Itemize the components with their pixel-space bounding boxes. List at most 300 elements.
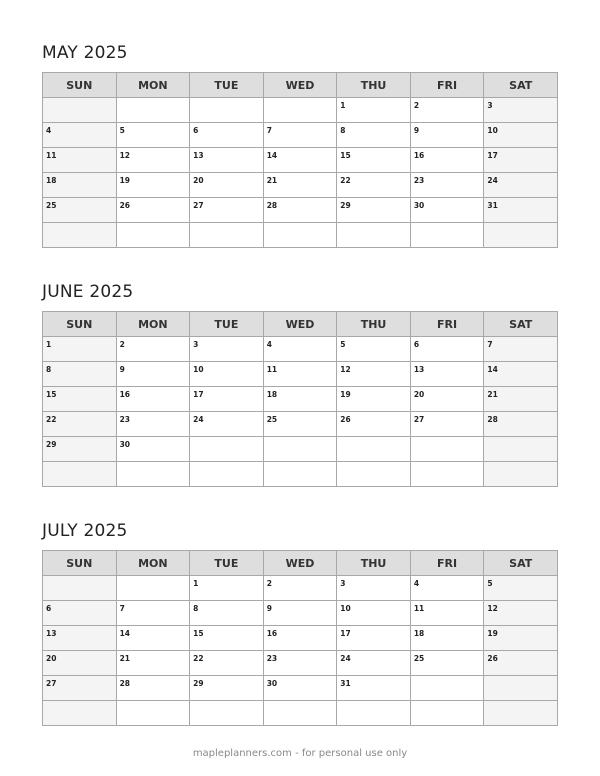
weekday-header: SAT — [484, 551, 558, 576]
day-cell — [484, 123, 558, 148]
day-cell — [337, 576, 411, 601]
day-cell — [43, 148, 117, 173]
day-number: 22 — [193, 654, 204, 663]
day-number: 19 — [119, 176, 130, 185]
day-cell — [410, 651, 484, 676]
week-row — [43, 362, 558, 387]
weekday-header: SUN — [43, 551, 117, 576]
day-number: 26 — [340, 415, 351, 424]
day-cell — [410, 198, 484, 223]
day-cell — [484, 676, 558, 701]
day-number: 15 — [193, 629, 204, 638]
day-cell — [263, 223, 337, 248]
week-row — [43, 98, 558, 123]
month-block — [42, 281, 558, 487]
day-number — [411, 462, 484, 465]
day-number — [117, 462, 190, 465]
day-cell — [337, 601, 411, 626]
week-row — [43, 462, 558, 487]
day-number: 31 — [487, 201, 498, 210]
day-cell — [190, 601, 264, 626]
day-cell — [43, 337, 117, 362]
week-row — [43, 626, 558, 651]
day-cell — [337, 148, 411, 173]
day-cell — [410, 148, 484, 173]
day-number — [337, 223, 410, 226]
day-cell — [190, 576, 264, 601]
day-number: 26 — [119, 201, 130, 210]
day-number: 14 — [119, 629, 130, 638]
day-cell — [263, 601, 337, 626]
day-cell — [116, 337, 190, 362]
day-cell — [116, 651, 190, 676]
day-number — [43, 98, 116, 101]
day-number — [411, 701, 484, 704]
day-cell — [484, 412, 558, 437]
day-number: 3 — [340, 579, 346, 588]
day-number: 24 — [193, 415, 204, 424]
day-number — [484, 223, 557, 226]
weekday-header: SUN — [43, 312, 117, 337]
day-cell — [43, 651, 117, 676]
day-number: 19 — [487, 629, 498, 638]
day-cell — [116, 123, 190, 148]
day-cell — [263, 701, 337, 726]
day-number: 23 — [413, 176, 425, 185]
day-number: 1 — [340, 101, 346, 110]
week-row — [43, 337, 558, 362]
day-number: 1 — [46, 340, 52, 349]
day-number: 6 — [413, 340, 420, 349]
day-number: 18 — [46, 176, 57, 185]
day-cell — [410, 601, 484, 626]
day-number: 22 — [46, 415, 57, 424]
day-number — [43, 223, 116, 226]
day-number: 4 — [266, 340, 272, 349]
day-number — [264, 437, 337, 440]
day-cell — [337, 462, 411, 487]
day-cell — [410, 223, 484, 248]
day-cell — [263, 626, 337, 651]
day-cell — [410, 412, 484, 437]
day-number: 25 — [413, 654, 425, 663]
day-cell — [116, 412, 190, 437]
day-cell — [337, 626, 411, 651]
day-cell — [410, 626, 484, 651]
day-number — [190, 701, 263, 704]
day-number: 16 — [119, 390, 130, 399]
day-number — [337, 701, 410, 704]
weekday-header: SUN — [43, 73, 117, 98]
week-row — [43, 387, 558, 412]
day-number — [190, 462, 263, 465]
day-number: 5 — [487, 579, 493, 588]
day-number: 18 — [266, 390, 278, 399]
day-number: 7 — [266, 126, 272, 135]
day-cell — [190, 701, 264, 726]
day-cell — [116, 576, 190, 601]
day-number: 12 — [340, 365, 351, 374]
day-cell — [190, 437, 264, 462]
day-cell — [337, 198, 411, 223]
day-number — [117, 98, 190, 101]
day-cell — [337, 173, 411, 198]
day-number: 12 — [119, 151, 130, 160]
day-number: 28 — [266, 201, 278, 210]
day-number: 10 — [193, 365, 204, 374]
day-number: 9 — [266, 604, 272, 613]
day-number — [264, 701, 337, 704]
day-number: 28 — [119, 679, 130, 688]
day-cell — [263, 148, 337, 173]
day-cell — [263, 98, 337, 123]
month-title: MAY 2025 — [42, 43, 128, 63]
day-cell — [116, 223, 190, 248]
day-number: 11 — [266, 365, 278, 374]
day-number: 1 — [193, 579, 199, 588]
day-number: 23 — [119, 415, 130, 424]
day-number — [43, 462, 116, 465]
day-number: 15 — [46, 390, 57, 399]
day-number: 25 — [46, 201, 57, 210]
day-cell — [484, 601, 558, 626]
day-cell — [190, 198, 264, 223]
week-row — [43, 223, 558, 248]
month-block — [42, 520, 558, 726]
day-cell — [190, 148, 264, 173]
day-number — [484, 701, 557, 704]
day-number: 20 — [193, 176, 204, 185]
day-number: 17 — [487, 151, 498, 160]
day-number: 11 — [46, 151, 57, 160]
weekday-header: MON — [116, 312, 190, 337]
week-row — [43, 412, 558, 437]
day-cell — [484, 651, 558, 676]
day-number: 24 — [340, 654, 351, 663]
day-cell — [484, 626, 558, 651]
day-cell — [337, 123, 411, 148]
day-cell — [484, 223, 558, 248]
day-cell — [116, 98, 190, 123]
weekday-header-row — [43, 73, 558, 98]
day-cell — [484, 701, 558, 726]
day-number: 17 — [193, 390, 204, 399]
day-cell — [190, 626, 264, 651]
day-number — [484, 462, 557, 465]
day-cell — [484, 462, 558, 487]
day-number: 13 — [46, 629, 57, 638]
weekday-header: TUE — [190, 551, 264, 576]
day-number — [190, 437, 263, 440]
weekday-header: MON — [116, 551, 190, 576]
day-number: 12 — [487, 604, 498, 613]
day-number: 6 — [193, 126, 199, 135]
day-cell — [116, 387, 190, 412]
day-cell — [43, 626, 117, 651]
day-cell — [43, 412, 117, 437]
day-number: 27 — [193, 201, 204, 210]
day-number: 31 — [340, 679, 351, 688]
day-cell — [337, 701, 411, 726]
day-cell — [263, 362, 337, 387]
day-cell — [337, 676, 411, 701]
day-number — [337, 437, 410, 440]
day-cell — [484, 576, 558, 601]
day-cell — [410, 173, 484, 198]
day-number: 27 — [46, 679, 57, 688]
day-number: 21 — [487, 390, 498, 399]
day-cell — [43, 676, 117, 701]
day-cell — [116, 173, 190, 198]
weekday-header: SAT — [484, 312, 558, 337]
day-cell — [43, 223, 117, 248]
day-number: 22 — [340, 176, 351, 185]
day-number — [117, 576, 190, 579]
day-number — [411, 437, 484, 440]
day-number: 18 — [413, 629, 425, 638]
day-cell — [190, 223, 264, 248]
week-row — [43, 701, 558, 726]
day-cell — [116, 198, 190, 223]
day-cell — [410, 362, 484, 387]
day-cell — [190, 173, 264, 198]
day-number: 5 — [340, 340, 346, 349]
day-number: 30 — [266, 679, 278, 688]
day-cell — [190, 123, 264, 148]
day-number: 9 — [119, 365, 125, 374]
day-cell — [190, 337, 264, 362]
day-number: 20 — [46, 654, 57, 663]
day-number: 7 — [487, 340, 493, 349]
day-number — [484, 437, 557, 440]
weekday-header: THU — [337, 73, 411, 98]
day-number — [190, 223, 263, 226]
day-cell — [43, 462, 117, 487]
month-grid — [42, 72, 558, 248]
day-cell — [263, 123, 337, 148]
weekday-header: FRI — [410, 551, 484, 576]
day-cell — [43, 701, 117, 726]
day-number: 17 — [340, 629, 351, 638]
day-number — [264, 462, 337, 465]
day-cell — [410, 701, 484, 726]
day-number: 16 — [266, 629, 278, 638]
day-number: 9 — [413, 126, 420, 135]
day-cell — [263, 651, 337, 676]
day-cell — [190, 676, 264, 701]
day-cell — [116, 601, 190, 626]
day-number — [484, 676, 557, 679]
weekday-header: THU — [337, 551, 411, 576]
day-number: 28 — [487, 415, 498, 424]
day-cell — [190, 651, 264, 676]
weekday-header: FRI — [410, 73, 484, 98]
day-number: 29 — [46, 440, 57, 449]
day-number: 19 — [340, 390, 351, 399]
day-number: 3 — [193, 340, 199, 349]
day-cell — [43, 198, 117, 223]
day-number: 14 — [266, 151, 278, 160]
day-cell — [116, 148, 190, 173]
week-row — [43, 198, 558, 223]
day-cell — [263, 173, 337, 198]
day-number: 10 — [340, 604, 351, 613]
weekday-header: THU — [337, 312, 411, 337]
day-number: 29 — [193, 679, 204, 688]
day-cell — [190, 412, 264, 437]
day-cell — [263, 198, 337, 223]
day-cell — [484, 198, 558, 223]
day-cell — [43, 601, 117, 626]
week-row — [43, 148, 558, 173]
day-cell — [484, 337, 558, 362]
day-number: 14 — [487, 365, 498, 374]
day-cell — [263, 576, 337, 601]
day-cell — [337, 223, 411, 248]
day-number: 3 — [487, 101, 493, 110]
day-number: 20 — [413, 390, 425, 399]
day-cell — [43, 387, 117, 412]
day-number: 23 — [266, 654, 278, 663]
day-cell — [116, 437, 190, 462]
day-number: 4 — [413, 579, 420, 588]
day-number: 2 — [119, 340, 125, 349]
day-number — [411, 676, 484, 679]
day-number: 24 — [487, 176, 498, 185]
week-row — [43, 437, 558, 462]
day-number — [43, 701, 116, 704]
week-row — [43, 123, 558, 148]
day-cell — [263, 387, 337, 412]
day-cell — [410, 98, 484, 123]
weekday-header: FRI — [410, 312, 484, 337]
day-cell — [263, 337, 337, 362]
week-row — [43, 601, 558, 626]
day-cell — [43, 362, 117, 387]
day-cell — [263, 412, 337, 437]
day-number: 5 — [119, 126, 125, 135]
month-grid — [42, 550, 558, 726]
day-cell — [43, 437, 117, 462]
day-cell — [43, 98, 117, 123]
weekday-header: WED — [263, 73, 337, 98]
day-cell — [410, 437, 484, 462]
day-cell — [484, 437, 558, 462]
day-cell — [263, 437, 337, 462]
week-row — [43, 576, 558, 601]
day-cell — [337, 337, 411, 362]
day-cell — [116, 626, 190, 651]
day-cell — [190, 462, 264, 487]
month-title: JUNE 2025 — [42, 282, 134, 302]
day-number: 30 — [119, 440, 130, 449]
weekday-header: TUE — [190, 73, 264, 98]
day-number: 15 — [340, 151, 351, 160]
day-cell — [263, 676, 337, 701]
day-cell — [484, 362, 558, 387]
month-block — [42, 42, 558, 248]
day-cell — [337, 651, 411, 676]
day-number — [43, 576, 116, 579]
day-number — [190, 98, 263, 101]
week-row — [43, 651, 558, 676]
day-cell — [410, 676, 484, 701]
day-number: 26 — [487, 654, 498, 663]
day-cell — [410, 462, 484, 487]
weekday-header-row — [43, 551, 558, 576]
day-number — [264, 98, 337, 101]
day-cell — [337, 387, 411, 412]
weekday-header: WED — [263, 312, 337, 337]
weekday-header-row — [43, 312, 558, 337]
day-cell — [116, 676, 190, 701]
day-number: 25 — [266, 415, 278, 424]
day-number — [117, 223, 190, 226]
weekday-header: MON — [116, 73, 190, 98]
week-row — [43, 173, 558, 198]
day-cell — [410, 576, 484, 601]
day-cell — [43, 173, 117, 198]
day-cell — [484, 173, 558, 198]
day-cell — [484, 148, 558, 173]
day-cell — [410, 387, 484, 412]
footer-note: mapleplanners.com - for personal use only — [192, 748, 408, 759]
day-number: 6 — [46, 604, 52, 613]
day-number: 21 — [119, 654, 130, 663]
day-cell — [116, 362, 190, 387]
day-number — [411, 223, 484, 226]
day-cell — [337, 437, 411, 462]
day-cell — [190, 362, 264, 387]
month-title: JULY 2025 — [42, 521, 128, 541]
day-number — [264, 223, 337, 226]
day-cell — [43, 123, 117, 148]
day-cell — [484, 387, 558, 412]
month-grid — [42, 311, 558, 487]
day-cell — [190, 98, 264, 123]
weekday-header: SAT — [484, 73, 558, 98]
day-cell — [337, 412, 411, 437]
day-number: 8 — [46, 365, 52, 374]
day-number: 21 — [266, 176, 278, 185]
day-cell — [484, 98, 558, 123]
day-cell — [263, 462, 337, 487]
day-number: 27 — [413, 415, 425, 424]
weekday-header: TUE — [190, 312, 264, 337]
day-number: 2 — [266, 579, 272, 588]
day-cell — [116, 701, 190, 726]
week-row — [43, 676, 558, 701]
day-number: 16 — [413, 151, 425, 160]
day-number — [117, 701, 190, 704]
day-number: 29 — [340, 201, 351, 210]
day-number — [337, 462, 410, 465]
day-cell — [410, 123, 484, 148]
day-number: 4 — [46, 126, 52, 135]
day-number: 11 — [413, 604, 425, 613]
day-cell — [337, 98, 411, 123]
day-number: 8 — [193, 604, 199, 613]
day-number: 2 — [413, 101, 420, 110]
day-number: 8 — [340, 126, 346, 135]
day-number: 7 — [119, 604, 125, 613]
day-number: 13 — [193, 151, 204, 160]
day-number: 13 — [413, 365, 425, 374]
day-cell — [43, 576, 117, 601]
day-cell — [337, 362, 411, 387]
day-cell — [410, 337, 484, 362]
day-number: 30 — [413, 201, 425, 210]
